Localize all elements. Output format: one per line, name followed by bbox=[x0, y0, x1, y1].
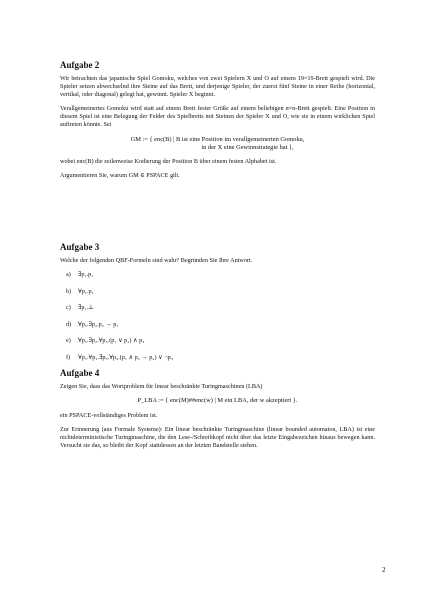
item-formula: ∀p₁.p₁ bbox=[78, 287, 94, 295]
gm-formula-line-1: GM := { enc(B) | B ist eine Position im verallgemeinerten Gomoku, bbox=[130, 135, 305, 143]
list-item bbox=[66, 321, 375, 329]
list-item bbox=[66, 271, 375, 279]
item-formula: ∀p₁.∀p₂.∃p₃.∀p₄.(p₁ ∧ p₂ → p₄) ∨ ¬p₃ bbox=[78, 354, 173, 362]
qbf-list bbox=[60, 271, 375, 362]
item-label: e) bbox=[66, 337, 71, 345]
aufgabe-2-paragraph-1: Wir betrachten das japanische Spiel Gomoku, welches von zwei Spielern X und O auf einem 19×19-Brett gespielt wird. Die Spieler setzen abwechselnd ihre Steine auf das Brett, und derjenige Spieler, der zuerst fünf Steine in einer Reihe (horizontal, vertikal, oder diagonal) gelegt hat, gewinnt. Spieler X beginnt. bbox=[60, 75, 375, 99]
item-formula: ∀p₁.∃p₂.p₂ → p₁ bbox=[78, 320, 119, 328]
aufgabe-2-paragraph-2: Verallgemeinertes Gomoku wird statt auf einem Brett fester Größe auf einem beliebigen n×n-Brett gespielt. Eine Position in diesem Spiel ist eine Belegung der Felder des Spielbretts mit Steinen der Spieler X und O, wie sie in einem wirklichen Spiel auftreten könnte. Sei bbox=[60, 105, 375, 129]
list-item bbox=[66, 288, 375, 296]
aufgabe-4 bbox=[60, 368, 375, 456]
page-number: 2 bbox=[382, 566, 386, 574]
plba-formula: P_LBA := { enc(M)##enc(w) | M ein LBA, der w akzeptiert }. bbox=[137, 397, 298, 405]
aufgabe-2-title: Aufgabe 2 bbox=[60, 60, 100, 70]
aufgabe-2-paragraph-4: Argumentieren Sie, warum GM ∈ PSPACE gilt. bbox=[60, 172, 180, 180]
aufgabe-3-title: Aufgabe 3 bbox=[60, 242, 100, 252]
aufgabe-3 bbox=[60, 242, 375, 371]
aufgabe-3-intro: Welche der folgenden QBF-Formeln sind wahr? Begründen Sie Ihre Antwort. bbox=[60, 257, 253, 264]
list-item bbox=[66, 337, 375, 345]
item-formula: ∃p₁.⊥ bbox=[78, 304, 94, 312]
list-item bbox=[66, 354, 375, 362]
aufgabe-4-paragraph-3: Zur Erinnerung (aus Formale Systeme): Ein linear beschränkte Turingmaschine (linear bounded automaton, LBA) ist eine nichtdeterministische Turingmaschine, die den Lese-/Schreibkopf nicht über das letzte Eingabezeichen hinaus bewegen kann. Versucht sie das, so bleibt der Kopf stattdessen an der letzten Bandstelle stehen. bbox=[60, 425, 375, 449]
item-formula: ∃p₁.p₁ bbox=[78, 271, 94, 279]
item-label: d) bbox=[66, 320, 72, 328]
aufgabe-2-paragraph-3: wobei enc(B) die zeilenweise Kodierung der Position B über einem festen Alphabet ist. bbox=[60, 158, 277, 166]
gm-definition bbox=[60, 136, 375, 153]
aufgabe-2 bbox=[60, 60, 375, 187]
item-label: f) bbox=[66, 354, 71, 362]
item-label: b) bbox=[66, 287, 72, 295]
list-item bbox=[66, 304, 375, 312]
aufgabe-4-paragraph-2: ein PSPACE-vollständiges Problem ist. bbox=[60, 411, 158, 419]
item-label: a) bbox=[66, 271, 71, 279]
aufgabe-4-intro: Zeigen Sie, dass das Wortproblem für linear beschränkte Turingmaschinen (LBA) bbox=[60, 383, 263, 390]
gm-formula-line-2: in der X eine Gewinnstrategie hat }, bbox=[201, 143, 294, 151]
item-formula: ∀p₁.∃p₂.∀p₃.(p₁ ∨ p₂) ∧ p₃ bbox=[78, 337, 145, 345]
item-label: c) bbox=[66, 304, 71, 312]
aufgabe-4-title: Aufgabe 4 bbox=[60, 368, 100, 378]
